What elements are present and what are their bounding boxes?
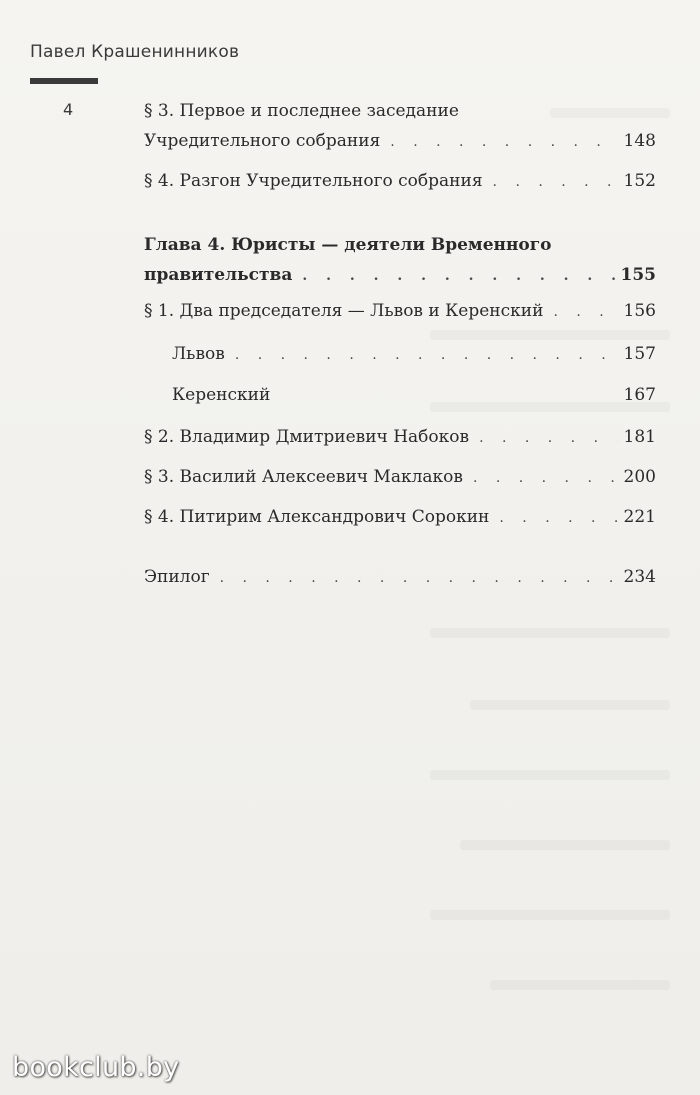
dot-leader (220, 563, 618, 593)
dot-leader (302, 261, 614, 291)
bleed-through-mark (490, 980, 670, 990)
watermark-site-name: bookclub.by (12, 1052, 180, 1083)
toc-page-number: 155 (620, 265, 656, 285)
toc-entry-title-line: § 3. Первое и последнее заседание (144, 101, 459, 121)
toc-entry-s3-meeting[interactable] (144, 96, 656, 157)
toc-page-number: 181 (623, 427, 656, 447)
toc-entry-title: § 1. Два председателя — Львов и Керенский (144, 301, 544, 321)
toc-entry-s4-sorokin[interactable] (144, 502, 656, 533)
toc-entry-title: § 3. Василий Алексеевич Маклаков (144, 467, 463, 487)
bleed-through-mark (460, 840, 670, 850)
bleed-through-mark (430, 910, 670, 920)
dot-leader (493, 167, 618, 197)
header-rule (30, 78, 98, 84)
toc-entry-title-line: Учредительного собрания (144, 131, 381, 151)
toc-entry-title: Керенский (172, 385, 271, 405)
toc-chapter-title-line: правительства (144, 265, 293, 285)
toc-entry-title: § 4. Разгон Учредительного собрания (144, 171, 483, 191)
toc-page-number: 148 (623, 131, 656, 151)
toc-entry-s3-maklakov[interactable] (144, 462, 656, 493)
dot-leader (235, 340, 618, 370)
toc-entry-s2-nabokov[interactable] (144, 422, 656, 453)
dot-leader (473, 463, 618, 493)
toc-entry-title: § 2. Владимир Дмитриевич Набоков (144, 427, 470, 447)
toc-entry-s4-dispersal[interactable] (144, 166, 656, 197)
toc-page-number: 152 (623, 171, 656, 191)
running-header-author: Павел Крашенинников (30, 42, 240, 62)
dot-leader (390, 127, 617, 157)
toc-entry-lvov[interactable] (172, 339, 656, 370)
toc-page-number: 167 (623, 385, 656, 405)
page-number: 4 (63, 100, 74, 119)
toc-page-number: 221 (623, 507, 656, 527)
toc-entry-title: § 4. Питирим Александрович Сорокин (144, 507, 490, 527)
bleed-through-mark (430, 770, 670, 780)
toc-page-number: 200 (623, 467, 656, 487)
toc-entry-s1-two-chairmen[interactable] (144, 296, 656, 327)
toc-page-number: 156 (623, 301, 656, 321)
toc-page-number: 234 (623, 567, 656, 587)
toc-entry-title: Львов (172, 344, 225, 364)
dot-leader (499, 503, 617, 533)
toc-entry-kerensky[interactable] (172, 380, 656, 411)
toc-entry-epilogue[interactable] (144, 562, 656, 593)
bleed-through-mark (470, 700, 670, 710)
toc-entry-chapter-4[interactable] (144, 230, 656, 291)
toc-entry-title: Эпилог (144, 567, 210, 587)
bleed-through-mark (430, 628, 670, 638)
dot-leader (479, 423, 617, 453)
dot-leader (553, 297, 617, 327)
toc-chapter-title-line: Глава 4. Юристы — деятели Временного (144, 235, 552, 255)
toc-page-number: 157 (623, 344, 656, 364)
